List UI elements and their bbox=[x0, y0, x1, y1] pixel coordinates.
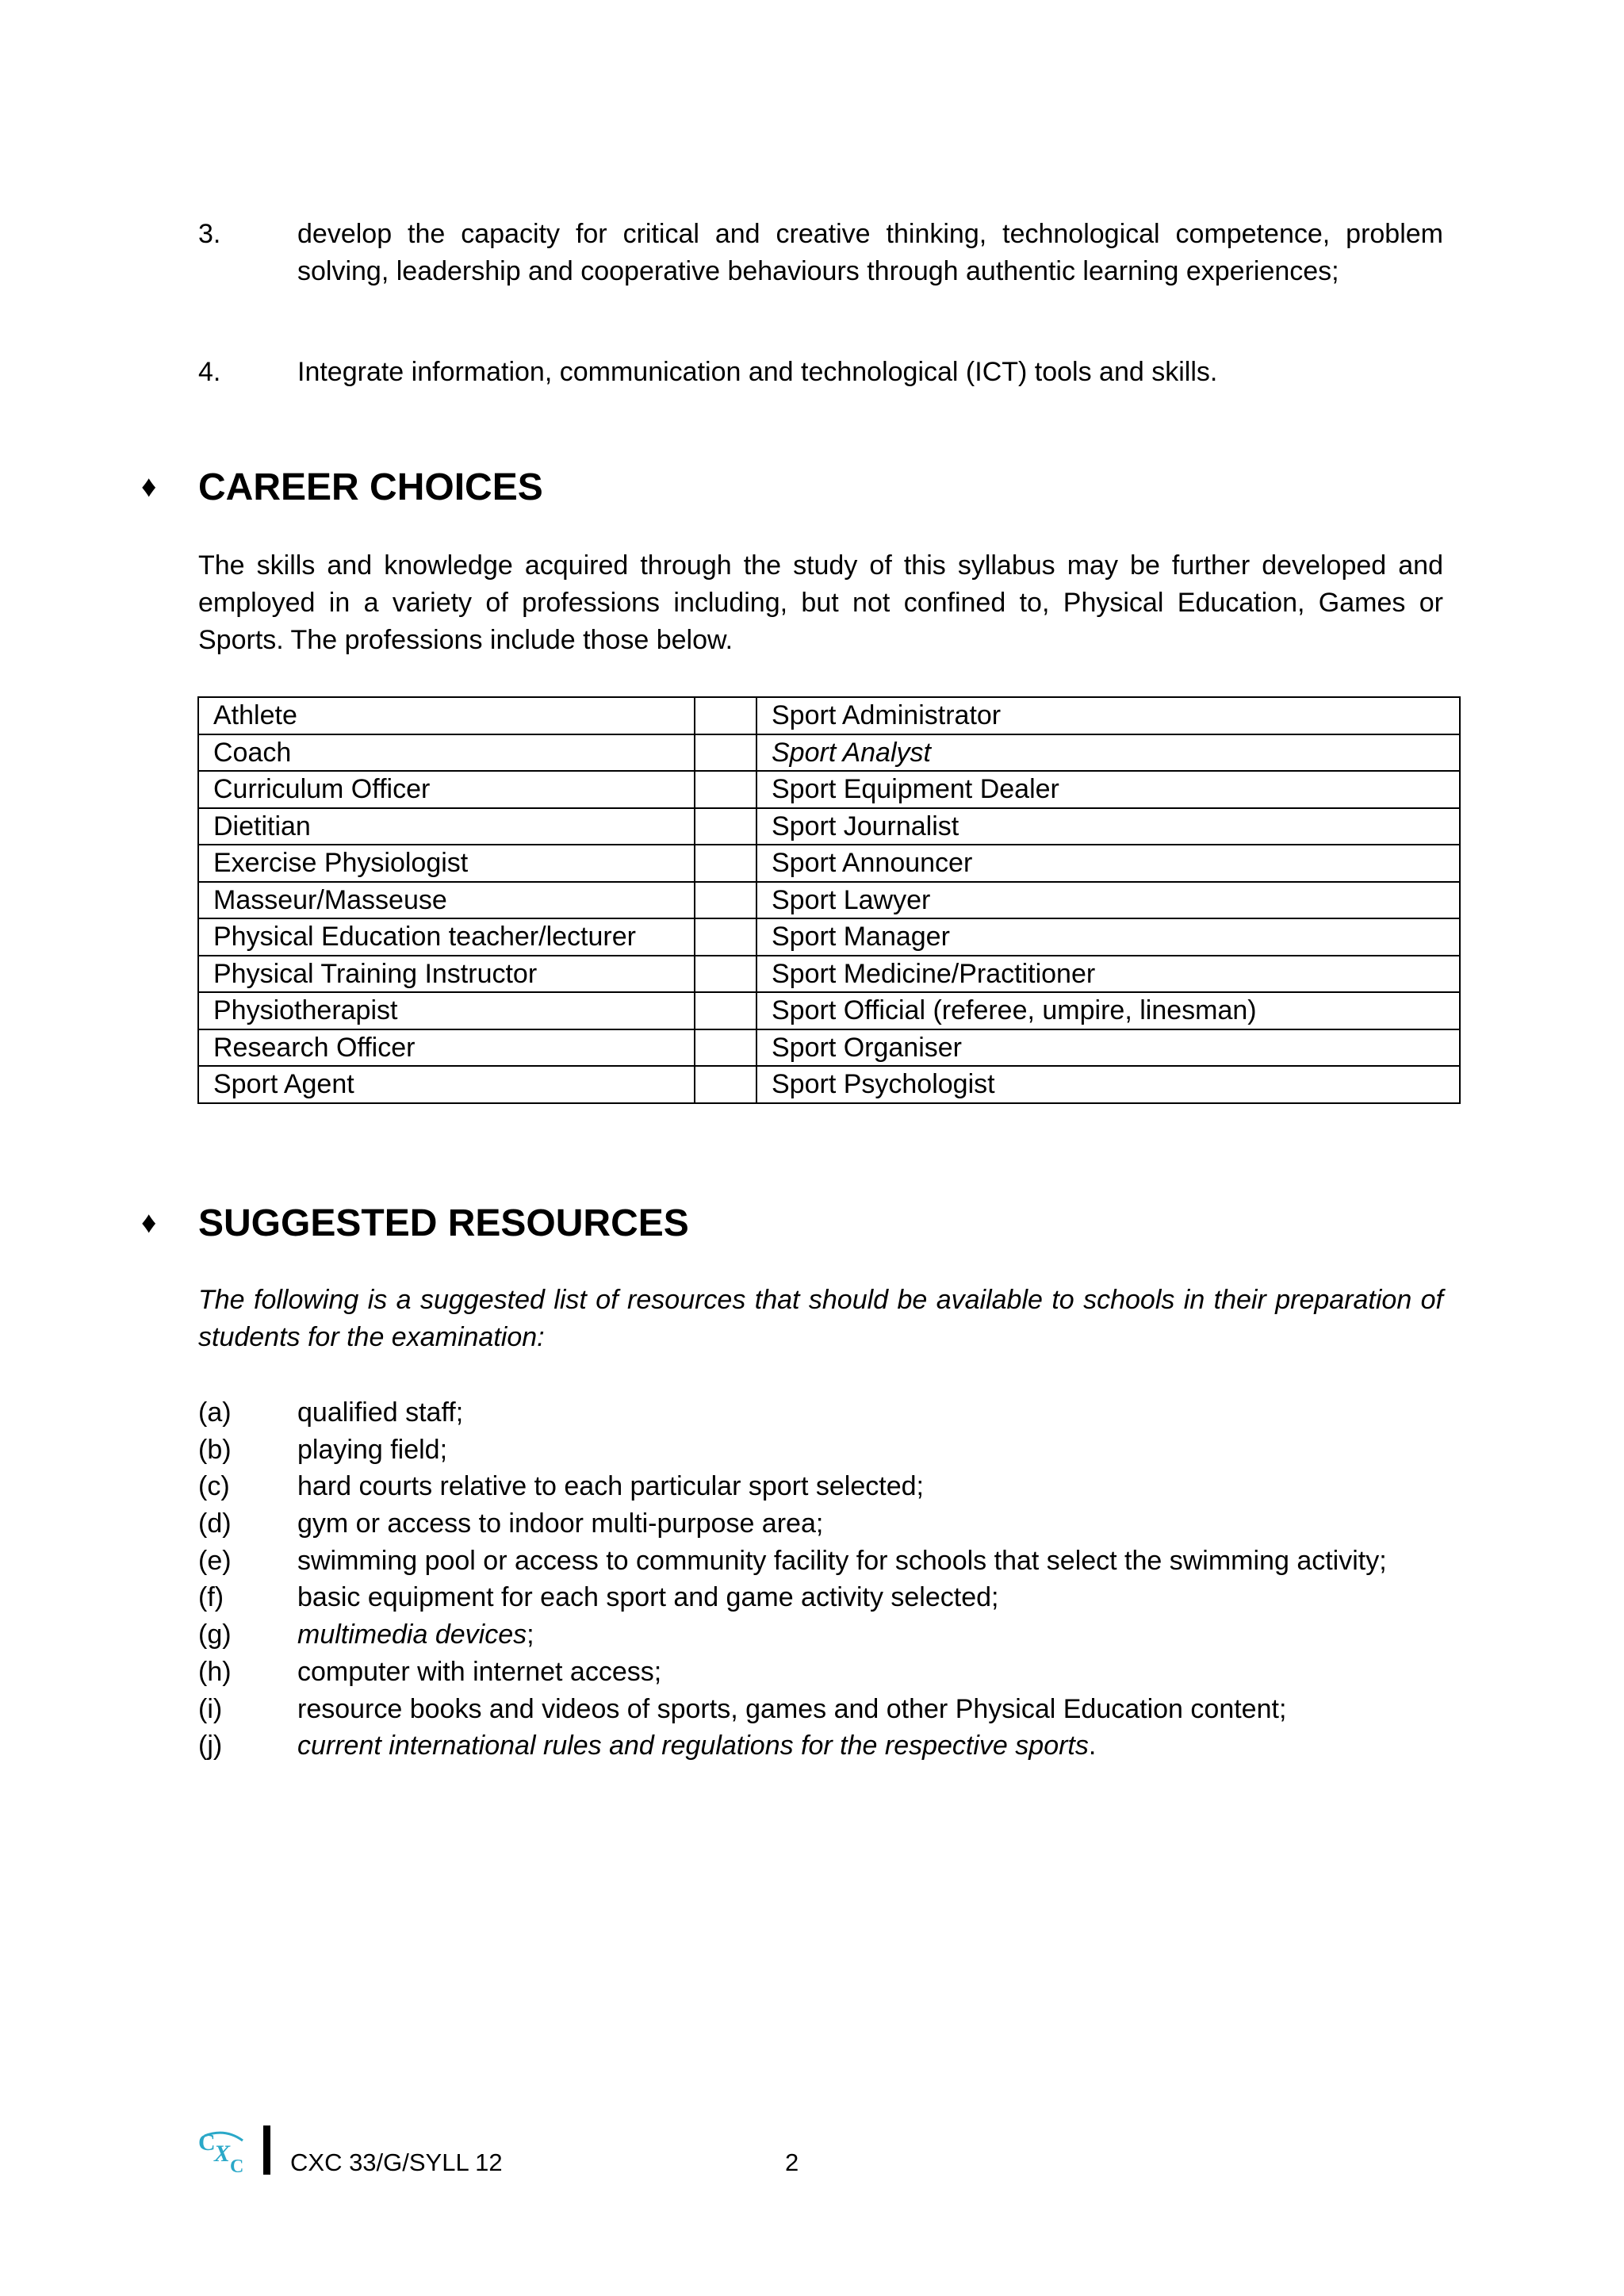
list-text: current international rules and regulations for the respective sports bbox=[297, 1731, 1089, 1761]
list-item bbox=[198, 1505, 1467, 1543]
career-cell: Sport Lawyer bbox=[756, 882, 1460, 919]
diamond-bullet-icon: ♦ bbox=[141, 1206, 157, 1240]
career-cell: Sport Analyst bbox=[756, 734, 1460, 772]
list-text: multimedia devices bbox=[297, 1619, 527, 1650]
table-row bbox=[198, 734, 1460, 772]
objective-item bbox=[198, 216, 1443, 290]
table-row bbox=[198, 956, 1460, 993]
career-cell: Research Officer bbox=[198, 1029, 695, 1067]
list-letter: (f) bbox=[198, 1582, 224, 1613]
spacer-cell bbox=[695, 992, 756, 1029]
list-item bbox=[198, 1616, 1467, 1654]
list-letter: (a) bbox=[198, 1397, 232, 1428]
careers-table bbox=[197, 696, 1461, 1104]
career-cell: Curriculum Officer bbox=[198, 771, 695, 808]
objective-text: Integrate information, communication and technological (ICT) tools and skills. bbox=[297, 357, 1218, 387]
career-choices-intro: The skills and knowledge acquired through the study of this syllabus may be further developed and employed in a variety of professions including, but not confined to, Physical Education, Games or Sports. The professions include those below. bbox=[198, 550, 1443, 655]
career-cell: Sport Announcer bbox=[756, 845, 1460, 882]
table-row bbox=[198, 1029, 1460, 1067]
career-cell: Sport Manager bbox=[756, 918, 1460, 956]
objective-item bbox=[198, 354, 1443, 391]
list-item bbox=[198, 1691, 1467, 1728]
table-row bbox=[198, 697, 1460, 734]
suggested-resources-intro: The following is a suggested list of resources that should be available to schools in their preparation of students for the examination: bbox=[198, 1285, 1443, 1352]
list-item bbox=[198, 1468, 1467, 1505]
spacer-cell bbox=[695, 808, 756, 845]
objective-number: 3. bbox=[198, 219, 221, 249]
spacer-cell bbox=[695, 697, 756, 734]
career-cell: Sport Journalist bbox=[756, 808, 1460, 845]
career-cell: Sport Organiser bbox=[756, 1029, 1460, 1067]
objective-number: 4. bbox=[198, 357, 221, 387]
footer-divider bbox=[263, 2125, 270, 2175]
list-item bbox=[198, 1543, 1467, 1580]
list-letter: (j) bbox=[198, 1731, 223, 1761]
logo-letter: C bbox=[230, 2156, 244, 2175]
suggested-resources-title: SUGGESTED RESOURCES bbox=[198, 1202, 689, 1244]
list-text-suffix: . bbox=[1088, 1731, 1097, 1761]
career-choices-heading bbox=[141, 463, 543, 512]
resources-list bbox=[198, 1394, 1467, 1765]
list-letter: (c) bbox=[198, 1471, 230, 1502]
spacer-cell bbox=[695, 771, 756, 808]
list-text: swimming pool or access to community facility for schools that select the swimming activity; bbox=[297, 1545, 1387, 1576]
logo-letter: C bbox=[198, 2129, 216, 2156]
table-row bbox=[198, 808, 1460, 845]
suggested-resources-heading bbox=[141, 1199, 689, 1248]
career-cell: Physiotherapist bbox=[198, 992, 695, 1029]
list-text: computer with internet access; bbox=[297, 1656, 662, 1687]
list-letter: (h) bbox=[198, 1656, 232, 1687]
list-text: hard courts relative to each particular sport selected; bbox=[297, 1471, 924, 1502]
list-text: resource books and videos of sports, games and other Physical Education content; bbox=[297, 1693, 1287, 1724]
list-item bbox=[198, 1432, 1467, 1469]
career-cell: Sport Medicine/Practitioner bbox=[756, 956, 1460, 993]
list-letter: (e) bbox=[198, 1545, 232, 1576]
page-number: 2 bbox=[785, 2148, 799, 2176]
table-row bbox=[198, 918, 1460, 956]
list-letter: (d) bbox=[198, 1508, 232, 1539]
spacer-cell bbox=[695, 845, 756, 882]
spacer-cell bbox=[695, 1066, 756, 1103]
career-cell: Athlete bbox=[198, 697, 695, 734]
list-text-wrap bbox=[297, 1727, 1096, 1765]
list-text: playing field; bbox=[297, 1434, 448, 1465]
career-cell: Masseur/Masseuse bbox=[198, 882, 695, 919]
list-item bbox=[198, 1579, 1467, 1616]
table-row bbox=[198, 845, 1460, 882]
career-cell: Exercise Physiologist bbox=[198, 845, 695, 882]
career-cell: Physical Training Instructor bbox=[198, 956, 695, 993]
career-cell: Sport Official (referee, umpire, linesman) bbox=[756, 992, 1460, 1029]
career-cell: Coach bbox=[198, 734, 695, 772]
list-text: gym or access to indoor multi-purpose area; bbox=[297, 1508, 824, 1539]
table-row bbox=[198, 882, 1460, 919]
syllabus-code: CXC 33/G/SYLL 12 bbox=[290, 2148, 503, 2176]
career-choices-title: CAREER CHOICES bbox=[198, 466, 543, 508]
career-cell: Physical Education teacher/lecturer bbox=[198, 918, 695, 956]
objective-text: develop the capacity for critical and creative thinking, technological competence, problem solving, leadership and cooperative behaviours through authentic learning experiences; bbox=[297, 219, 1443, 286]
table-row bbox=[198, 1066, 1460, 1103]
logo-letter: X bbox=[214, 2141, 231, 2167]
list-text: qualified staff; bbox=[297, 1397, 464, 1428]
list-item bbox=[198, 1654, 1467, 1691]
list-letter: (g) bbox=[198, 1619, 232, 1650]
spacer-cell bbox=[695, 956, 756, 993]
list-text-suffix: ; bbox=[527, 1619, 534, 1650]
spacer-cell bbox=[695, 918, 756, 956]
career-cell: Sport Psychologist bbox=[756, 1066, 1460, 1103]
spacer-cell bbox=[695, 882, 756, 919]
career-cell: Dietitian bbox=[198, 808, 695, 845]
list-letter: (i) bbox=[198, 1693, 223, 1724]
spacer-cell bbox=[695, 1029, 756, 1067]
spacer-cell bbox=[695, 734, 756, 772]
career-cell: Sport Agent bbox=[198, 1066, 695, 1103]
list-item bbox=[198, 1727, 1467, 1765]
list-text: basic equipment for each sport and game activity selected; bbox=[297, 1582, 999, 1613]
career-cell: Sport Equipment Dealer bbox=[756, 771, 1460, 808]
table-row bbox=[198, 992, 1460, 1029]
list-item bbox=[198, 1394, 1467, 1432]
list-letter: (b) bbox=[198, 1434, 232, 1465]
diamond-bullet-icon: ♦ bbox=[141, 470, 157, 504]
table-row bbox=[198, 771, 1460, 808]
cxc-logo-icon bbox=[197, 2126, 254, 2175]
career-cell: Sport Administrator bbox=[756, 697, 1460, 734]
list-text-wrap bbox=[297, 1616, 534, 1654]
